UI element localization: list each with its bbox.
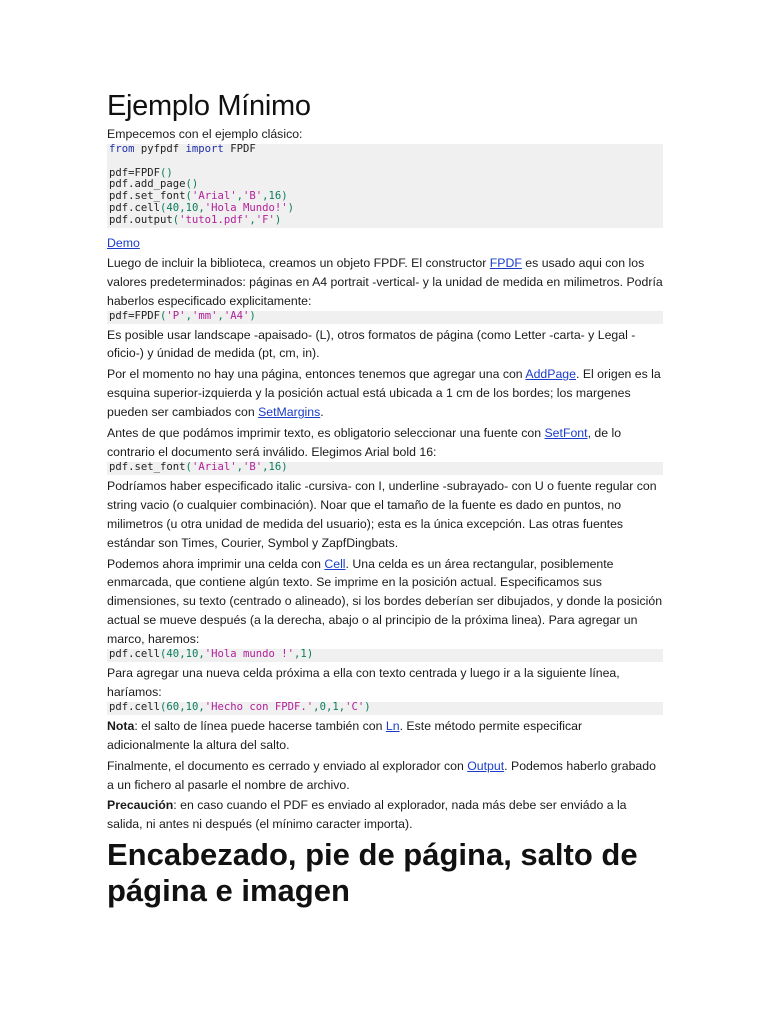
code-block-cell-border: pdf.cell(40,10,'Hola mundo !',1) xyxy=(107,649,663,662)
code-block-setfont: pdf.set_font('Arial','B',16) xyxy=(107,462,663,475)
demo-link[interactable]: Demo xyxy=(107,235,140,250)
paragraph-output: Finalmente, el documento es cerrado y enviado al explorador con Output. Podemos haberlo grabado a un fichero al pasarle el nombre de archivo. xyxy=(107,758,656,792)
cell-link[interactable]: Cell xyxy=(324,556,346,571)
code-line: pdf.cell(40,10,'Hola Mundo!') xyxy=(109,201,295,214)
paragraph-next-cell: Para agregar una nueva celda próxima a ella con texto centrada y luego ir a la siguiente línea, haríamos: xyxy=(107,666,620,699)
setfont-link[interactable]: SetFont xyxy=(544,426,588,441)
code-line: from pyfpdf import FPDF xyxy=(109,142,256,155)
demo-paragraph xyxy=(107,234,663,253)
paragraph-addpage: Por el momento no hay una página, entonces tenemos que agregar una con AddPage. El origen es la esquina superior-izquierda y la posición actual está ubicada a 1 cm de los bordes; los margenes pueden ser cambiados con SetMargins. xyxy=(107,367,661,420)
code-line: pdf.add_page() xyxy=(109,178,199,191)
paragraph-cell: Podemos ahora imprimir una celda con Cell. Una celda es un área rectangular, posiblemente enmarcada, que contiene algún texto. Se imprime en la posición actual. Especificamos sus dimensiones, su texto (centrado o alineado), si los bordes deberían ser dibujados, y donde la posición actual se mueve después (a la derecha, abajo o al principio de la próxima linea). Para agregar un marco, haremos: xyxy=(107,556,663,647)
addpage-link[interactable]: AddPage xyxy=(525,367,576,382)
paragraph-landscape: Es posible usar landscape -apaisado- (L), otros formatos de página (como Letter -carta- y Legal -oficio-) y únidad de medida (pt, cm, in). xyxy=(107,327,636,361)
setmargins-link[interactable]: SetMargins xyxy=(258,405,321,420)
paragraph-note: Nota: el salto de línea puede hacerse también con Ln. Este método permite especificar adicionalmente la altura del salto. xyxy=(107,718,583,752)
document-content xyxy=(107,88,663,909)
output-link[interactable]: Output xyxy=(467,758,505,773)
intro-paragraph: Empecemos con el ejemplo clásico: xyxy=(107,127,303,141)
code-block-cell-centered: pdf.cell(60,10,'Hecho con FPDF.',0,1,'C') xyxy=(107,702,663,715)
paragraph-font-styles: Podríamos haber especificado italic -cursiva- con I, underline -subrayado- con U o fuente regular con string vacio (o cualquier combinación). Noar que el tamaño de la fuente es dado en puntos, no milimetros (u otra unidad de medida del usuario); esta es la única excepción. Las otras fuentes estándar son Times, Courier, Symbol y ZapfDingbats. xyxy=(107,478,657,550)
paragraph-caution: Precaución: en caso cuando el PDF es enviado al explorador, nada más debe ser enviádo a la salida, ni antes ni después (el mínimo caracter importa). xyxy=(107,798,627,832)
fpdf-link[interactable]: FPDF xyxy=(489,255,522,270)
code-line: pdf.output('tuto1.pdf','F') xyxy=(109,213,282,226)
ln-link[interactable]: Ln xyxy=(385,718,400,733)
paragraph-constructor: Luego de incluir la biblioteca, creamos un objeto FPDF. El constructor FPDF es usado aqui con los valores predeterminados: páginas en A4 portrait -vertical- y la unidad de medida en milimetros. Podría haberlos especificado explicitamente: xyxy=(107,255,663,308)
section-heading: Encabezado, pie de página, salto de página e imagen xyxy=(107,837,638,909)
code-block-fpdf: pdf=FPDF('P','mm','A4') xyxy=(107,311,663,324)
code-block-example xyxy=(107,144,663,228)
code-line: pdf=FPDF() xyxy=(109,166,173,179)
page-title: Ejemplo Mínimo xyxy=(107,90,311,122)
paragraph-setfont: Antes de que podámos imprimir texto, es obligatorio seleccionar una fuente con SetFont, de lo contrario el documento será inválido. Elegimos Arial bold 16: xyxy=(107,426,622,459)
code-line: pdf.set_font('Arial','B',16) xyxy=(109,190,288,203)
